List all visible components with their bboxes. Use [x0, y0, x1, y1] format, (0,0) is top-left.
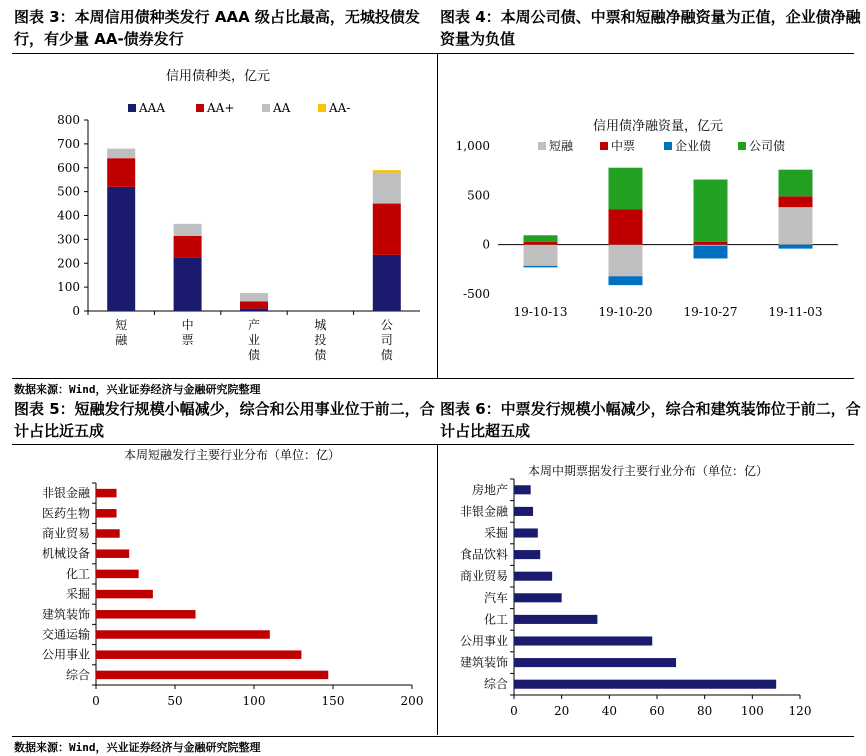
fig6-y-tick-label: 商业贸易 [459, 569, 508, 584]
fig5-x-tick-label: 150 [321, 694, 345, 708]
fig4-bar-segment [609, 245, 643, 277]
fig3-caption: 图表 3：本周信用债种类发行 AAA 级占比最高，无城投债发行，有少量 AA-债券发行 [14, 8, 420, 48]
fig4-y-tick-label: 1,000 [455, 139, 490, 153]
fig3-y-tick-label: 800 [57, 113, 80, 127]
fig6-bar [514, 485, 531, 494]
fig4-legend-swatch [664, 142, 672, 150]
fig4-bar-segment [694, 246, 728, 259]
fig5-x-tick-label: 100 [242, 694, 266, 708]
fig6-x-tick-label: 80 [697, 704, 713, 718]
fig3-x-tick-label: 融 [115, 333, 128, 347]
fig4-legend-label: 企业债 [675, 139, 712, 153]
fig6-y-tick-label: 食品饮料 [459, 547, 508, 562]
fig5-title: 本周短融发行主要行业分布（单位：亿） [123, 448, 341, 462]
fig3-y-tick-label: 600 [57, 160, 80, 175]
fig5-bar [96, 489, 117, 497]
fig5-y-tick-label: 采掘 [65, 587, 90, 602]
fig3-x-tick-label: 司 [380, 333, 393, 347]
fig5-bar [96, 529, 120, 537]
fig3-legend-label: AA [273, 101, 291, 115]
fig5-x-tick-label: 0 [92, 694, 100, 708]
fig3-legend-swatch [128, 104, 136, 112]
fig6-bar [514, 572, 552, 581]
fig6-x-tick-label: 40 [601, 704, 617, 718]
fig4-x-tick-label: 19-10-20 [598, 305, 653, 319]
fig4-legend-swatch [600, 142, 608, 150]
fig3-y-tick-label: 500 [57, 184, 80, 199]
fig4-bar-segment [524, 235, 558, 241]
fig3-y-tick-label: 300 [57, 232, 80, 247]
fig3-x-tick-label: 业 [247, 333, 261, 347]
fig3-bar-segment [240, 309, 268, 311]
fig6-x-tick-label: 120 [788, 704, 812, 718]
fig5-bar [96, 549, 129, 557]
fig4-bar-segment [779, 207, 813, 244]
fig4-bar-segment [609, 209, 643, 245]
fig4-y-tick-label: 0 [482, 237, 490, 252]
fig3-bar-segment [373, 173, 401, 204]
fig4-bar-segment [524, 242, 558, 245]
fig5-y-tick-label: 商业贸易 [41, 526, 90, 541]
fig6-bar [514, 507, 533, 516]
fig6-bar [514, 658, 676, 667]
fig3-x-tick-label: 公 [380, 318, 393, 332]
fig3-bar-segment [240, 301, 268, 308]
fig4-y-tick-label: 500 [467, 188, 490, 203]
fig5-y-tick-label: 非银金融 [41, 486, 90, 501]
fig4-bar-segment [524, 266, 558, 267]
fig6-bar [514, 636, 652, 645]
fig6-x-tick-label: 100 [740, 704, 764, 718]
fig4-bar-segment [609, 276, 643, 285]
fig5-y-tick-label: 公用事业 [41, 647, 90, 662]
fig4-y-tick-label: -500 [463, 287, 490, 301]
fig4-bar-segment [524, 245, 558, 266]
fig6-x-tick-label: 60 [649, 704, 665, 718]
fig3-legend-label: AA- [329, 101, 351, 115]
fig6-bar [514, 680, 776, 689]
fig5-x-tick-label: 50 [167, 694, 183, 708]
fig5-bar [96, 650, 301, 658]
fig5-caption: 图表 5：短融发行规模小幅减少，综合和公用事业位于前二，合计占比近五成 [14, 400, 435, 440]
fig3-bar-segment [107, 187, 135, 311]
fig3-y-tick-label: 700 [57, 136, 80, 151]
fig3-bar-segment [373, 204, 401, 255]
fig3-bar-segment [107, 149, 135, 159]
fig5-y-tick-label: 化工 [65, 566, 90, 581]
fig5-bar [96, 671, 328, 679]
fig3-bar-segment [174, 257, 202, 311]
fig3-x-tick-label: 产 [247, 318, 261, 332]
fig4-x-tick-label: 19-10-27 [683, 305, 738, 319]
source-note-1: 数据来源：Wind，兴业证券经济与金融研究院整理 [14, 383, 261, 396]
fig3-x-tick-label: 城 [314, 318, 327, 332]
fig6-chart [438, 445, 866, 735]
fig5-y-tick-label: 综合 [65, 667, 90, 682]
fig5-bar [96, 630, 270, 638]
fig3-bar-segment [174, 236, 202, 257]
fig6-bar [514, 528, 538, 537]
fig6-y-tick-label: 非银金融 [459, 504, 508, 519]
fig3-legend-label: AAA [139, 101, 165, 115]
fig3-title: 信用债种类，亿元 [165, 69, 271, 84]
fig6-y-tick-label: 建筑装饰 [459, 655, 508, 670]
fig3-x-tick-label: 投 [314, 333, 327, 347]
fig6-x-tick-label: 20 [554, 704, 570, 718]
fig3-bar-segment [373, 170, 401, 172]
fig4-legend-label: 中票 [611, 139, 636, 153]
fig3-legend-swatch [318, 104, 326, 112]
fig3-x-tick-label: 债 [314, 348, 327, 362]
fig5-bar [96, 590, 153, 598]
mid-rule-1 [12, 378, 854, 379]
fig5-y-tick-label: 交通运输 [41, 627, 90, 642]
fig5-y-tick-label: 机械设备 [41, 546, 90, 561]
fig3-legend-label: AA+ [207, 101, 235, 115]
fig6-caption: 图表 6：中票发行规模小幅减少，综合和建筑装饰位于前二，合计占比超五成 [440, 400, 861, 440]
fig3-bar-segment [174, 224, 202, 236]
fig5-y-tick-label: 建筑装饰 [41, 607, 90, 622]
fig5-bar [96, 509, 117, 517]
fig6-x-tick-label: 0 [510, 704, 518, 718]
fig3-x-tick-label: 中 [181, 318, 194, 332]
fig6-title: 本周中期票据发行主要行业分布（单位：亿） [527, 464, 769, 478]
fig4-bar-segment [609, 168, 643, 209]
fig4-legend-label: 公司债 [749, 139, 786, 153]
fig5-bar [96, 610, 196, 618]
fig4-x-tick-label: 19-11-03 [768, 305, 823, 319]
fig3-x-tick-label: 债 [380, 348, 393, 362]
fig6-y-tick-label: 房地产 [471, 482, 508, 497]
fig5-chart [0, 445, 436, 735]
fig6-bar [514, 550, 540, 559]
fig4-legend-swatch [538, 142, 546, 150]
fig4-caption: 图表 4：本周公司债、中票和短融净融资量为正值，企业债净融资量为负值 [440, 8, 861, 48]
fig4-bar-segment [779, 196, 813, 207]
fig5-bar [96, 570, 139, 578]
fig4-legend-swatch [738, 142, 746, 150]
fig6-y-tick-label: 采掘 [483, 526, 508, 540]
fig4-title: 信用债净融资量，亿元 [592, 119, 724, 134]
fig6-y-tick-label: 汽车 [483, 590, 508, 605]
fig6-y-tick-label: 化工 [483, 612, 508, 627]
fig6-bar [514, 593, 562, 602]
fig6-bar [514, 615, 597, 624]
fig3-chart [0, 54, 436, 378]
fig4-x-tick-label: 19-10-13 [513, 305, 568, 319]
fig4-chart [438, 54, 866, 378]
fig3-y-tick-label: 200 [57, 256, 80, 271]
fig3-legend-swatch [196, 104, 204, 112]
fig4-bar-segment [694, 180, 728, 242]
source-note-2: 数据来源：Wind，兴业证券经济与金融研究院整理 [14, 741, 261, 754]
fig3-x-tick-label: 票 [181, 333, 194, 347]
fig3-bar-segment [240, 293, 268, 301]
fig3-bar-segment [107, 158, 135, 187]
fig4-bar-segment [779, 170, 813, 197]
fig3-y-tick-label: 0 [72, 304, 80, 318]
bottom-rule [12, 736, 854, 737]
fig3-y-tick-label: 400 [57, 208, 80, 223]
fig3-legend-swatch [262, 104, 270, 112]
fig3-y-tick-label: 100 [57, 280, 80, 295]
fig5-y-tick-label: 医药生物 [41, 506, 90, 521]
fig4-bar-segment [694, 245, 728, 246]
fig6-y-tick-label: 综合 [483, 677, 508, 692]
fig5-x-tick-label: 200 [400, 694, 424, 708]
fig4-bar-segment [779, 245, 813, 249]
fig3-x-tick-label: 短 [115, 318, 128, 332]
fig4-legend-label: 短融 [549, 139, 574, 153]
fig4-bar-segment [694, 242, 728, 245]
fig6-y-tick-label: 公用事业 [459, 634, 508, 648]
fig3-x-tick-label: 债 [247, 348, 261, 362]
fig3-bar-segment [373, 255, 401, 311]
